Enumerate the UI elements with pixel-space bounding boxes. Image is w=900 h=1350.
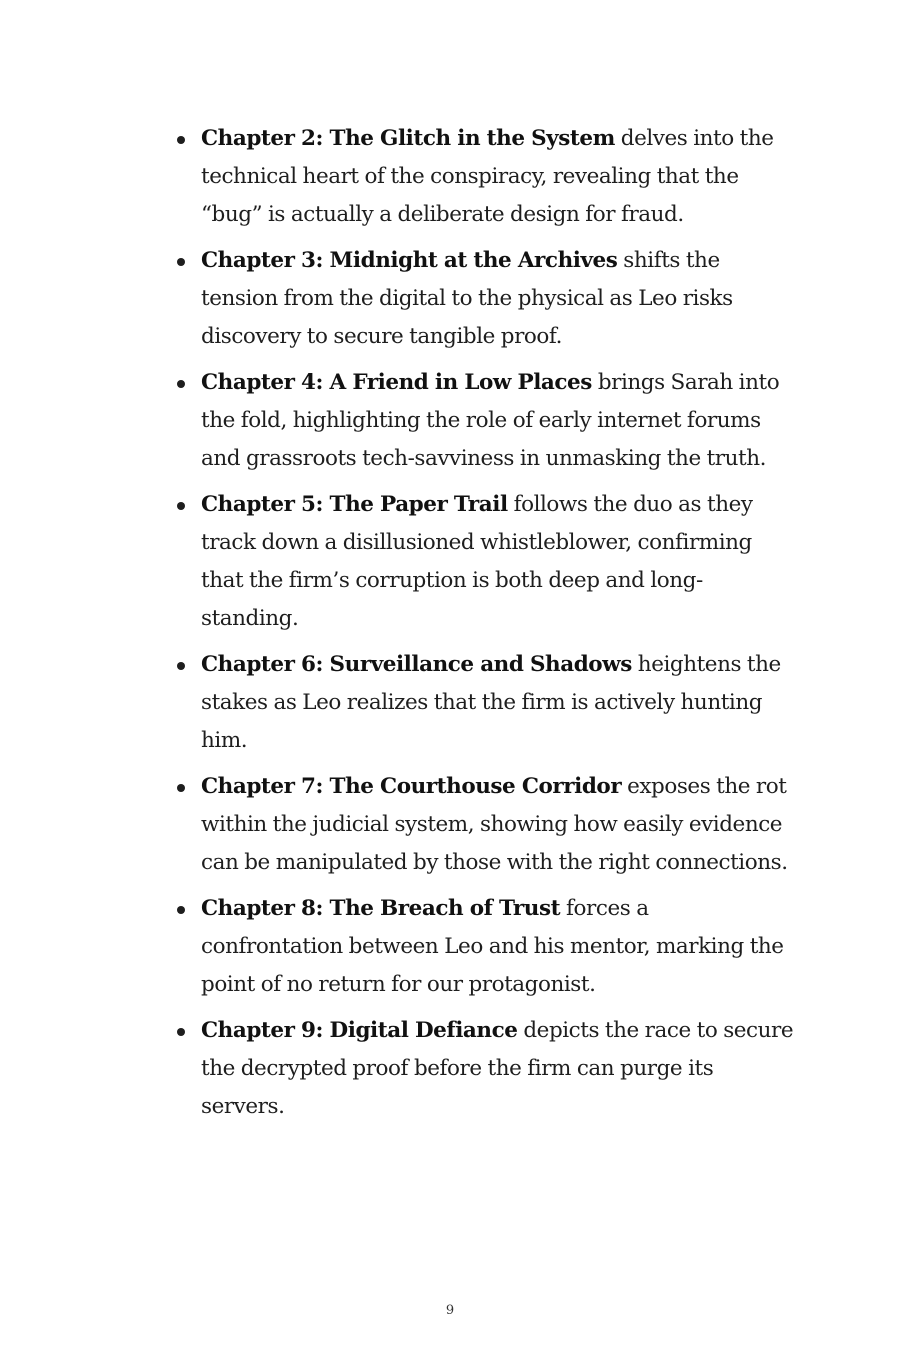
chapter-title: Chapter 5: The Paper Trail <box>201 492 508 517</box>
chapter-title: Chapter 2: The Glitch in the System <box>201 126 615 151</box>
chapter-title: Chapter 9: Digital Defiance <box>201 1018 518 1043</box>
chapter-item-6 <box>170 646 795 760</box>
chapter-description: heightens the stakes as Leo realizes that the firm is actively hunting him. <box>201 652 781 753</box>
chapter-item-9 <box>170 1012 795 1126</box>
chapter-item-5 <box>170 486 795 638</box>
chapter-description: depicts the race to secure the decrypted proof before the firm can purge its servers. <box>201 1018 794 1119</box>
chapter-title: Chapter 4: A Friend in Low Places <box>201 370 592 395</box>
chapter-title: Chapter 6: Surveillance and Shadows <box>201 652 632 677</box>
chapter-description: brings Sarah into the fold, highlighting the role of early internet forums and grassroots tech-savviness in unmasking the truth. <box>201 370 780 471</box>
chapter-item-7 <box>170 768 795 882</box>
chapter-description: delves into the technical heart of the conspiracy, revealing that the “bug” is actually a deliberate design for fraud. <box>201 126 774 227</box>
chapter-title: Chapter 7: The Courthouse Corridor <box>201 774 622 799</box>
chapter-item-8 <box>170 890 795 1004</box>
chapter-title: Chapter 3: Midnight at the Archives <box>201 248 618 273</box>
chapter-description: exposes the rot within the judicial system, showing how easily evidence can be manipulated by those with the right connections. <box>201 774 788 875</box>
page-body <box>170 120 795 1134</box>
chapter-item-2 <box>170 120 795 234</box>
page-number: 9 <box>445 1303 455 1318</box>
chapter-item-4 <box>170 364 795 478</box>
chapter-description: follows the duo as they track down a disillusioned whistleblower, confirming that the firm’s corruption is both deep and long-standing. <box>201 492 753 631</box>
chapter-description: shifts the tension from the digital to the physical as Leo risks discovery to secure tangible proof. <box>201 248 733 349</box>
chapter-item-3 <box>170 242 795 356</box>
chapter-title: Chapter 8: The Breach of Trust <box>201 896 561 921</box>
chapter-list <box>170 120 795 1126</box>
chapter-description: forces a confrontation between Leo and his mentor, marking the point of no return for our protagonist. <box>201 896 784 997</box>
